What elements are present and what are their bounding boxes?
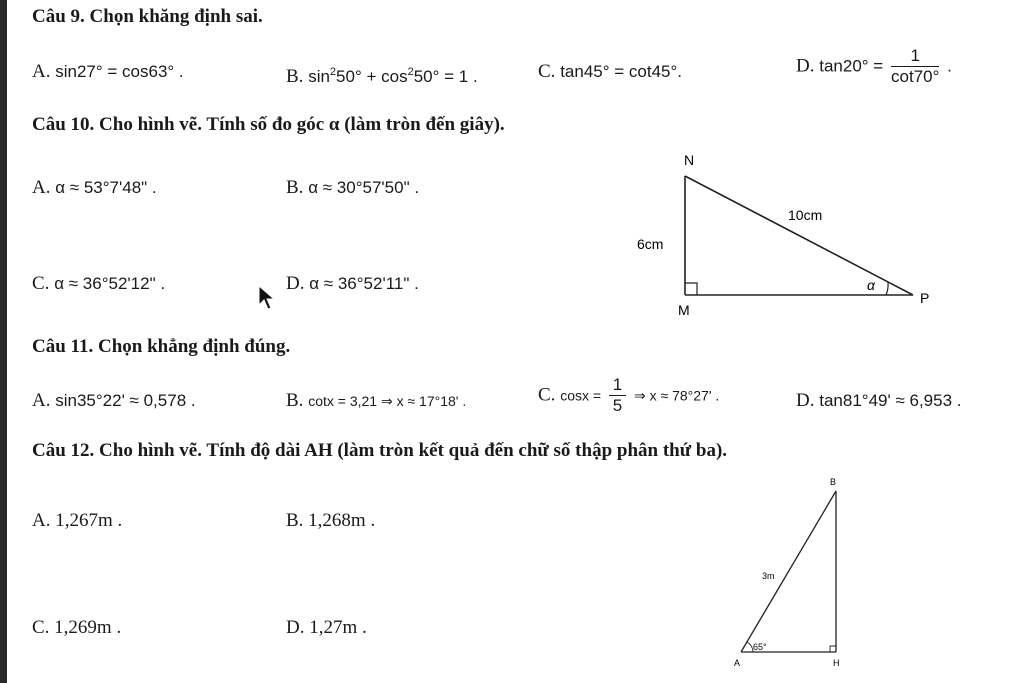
q9-option-b (286, 61, 478, 88)
option-expression: sin35°22' ≈ 0,578 . (55, 391, 196, 410)
option-label: C. (538, 61, 556, 82)
left-border (0, 0, 7, 683)
option-label: D. (796, 390, 815, 411)
option-label: A. (32, 390, 51, 411)
option-expression: sin27° = cos63° . (55, 62, 184, 81)
q10-triangle-figure (634, 146, 950, 316)
vertex-b: B (830, 477, 837, 487)
option-label: C. (538, 384, 556, 406)
q9-option-c (538, 61, 682, 83)
option-label: D. (286, 273, 305, 294)
q10-option-c (32, 273, 165, 295)
option-label: A. (32, 177, 51, 198)
mouse-cursor-icon (258, 285, 276, 311)
option-expression: tan45° = cot45°. (560, 62, 683, 81)
option-expression: α ≈ 36°52'12" . (54, 274, 166, 293)
q12-title: Câu 12. Cho hình vẽ. Tính độ dài AH (làm tròn kết quả đến chữ số thập phân thứ ba). (32, 440, 728, 461)
q10-option-d (286, 273, 419, 295)
q9-option-a (32, 61, 184, 83)
option-label: B. (286, 66, 304, 87)
fraction: $\frac{1}{\cot 70^\circ}$ (890, 46, 940, 86)
q11-option-d (796, 390, 962, 412)
q10-option-a (32, 177, 157, 199)
angle-label: 65° (753, 642, 767, 652)
option-label: D. (796, 55, 815, 77)
q12-option-a: A. 1,267m . (32, 510, 123, 531)
option-label: C. (32, 273, 50, 294)
vertex-a: A (734, 658, 741, 668)
option-expression: α ≈ 36°52'11" . (309, 274, 419, 293)
side-ab-length: 3m (762, 571, 775, 581)
option-label: A. (32, 61, 51, 82)
q11-title: Câu 11. Chọn khẳng định đúng. (32, 336, 291, 357)
side-nm-length: 6cm (637, 236, 664, 252)
vertex-n: N (684, 152, 695, 168)
q11-option-b (286, 390, 466, 412)
q11-option-a (32, 390, 196, 412)
q9-title: Câu 9. Chọn khăng định sai. (32, 6, 263, 27)
q11-option-c: C. cosx = $\frac{1}{5}$ ⇒ x ≈ 78°27' . (538, 375, 720, 415)
vertex-m: M (678, 302, 690, 318)
option-expression: tan81°49' ≈ 6,953 . (819, 391, 962, 410)
right-angle-mark (830, 646, 836, 652)
q9-option-d: D. tan20° = $\frac{1}{\cot 70^\circ}$ . (796, 46, 952, 86)
q12-option-b: B. 1,268m . (286, 510, 376, 531)
option-expression: α ≈ 30°57'50" . (308, 178, 420, 197)
q10-title: Câu 10. Cho hình vẽ. Tính số đo góc α (làm tròn đến giây). (32, 114, 505, 135)
side-ab (741, 491, 836, 652)
q10-option-b (286, 177, 419, 199)
option-expression: α ≈ 53°7'48" . (55, 178, 157, 197)
side-np-length: 10cm (788, 207, 823, 223)
q12-option-d: D. 1,27m . (286, 617, 367, 638)
vertex-p: P (920, 290, 930, 306)
q12-triangle-figure (726, 473, 846, 673)
q12-option-c: C. 1,269m . (32, 617, 122, 638)
angle-alpha-label: α (867, 277, 875, 293)
fraction: $\frac{1}{5}$ (609, 375, 626, 416)
option-label: B. (286, 390, 304, 411)
option-expression: cotx = 3,21 ⇒ x ≈ 17°18' . (308, 393, 467, 409)
option-label: B. (286, 177, 304, 198)
vertex-h: H (833, 658, 840, 668)
option-expression: $\sin^250^\circ + \cos^250^\circ = 1$ . (308, 66, 478, 86)
